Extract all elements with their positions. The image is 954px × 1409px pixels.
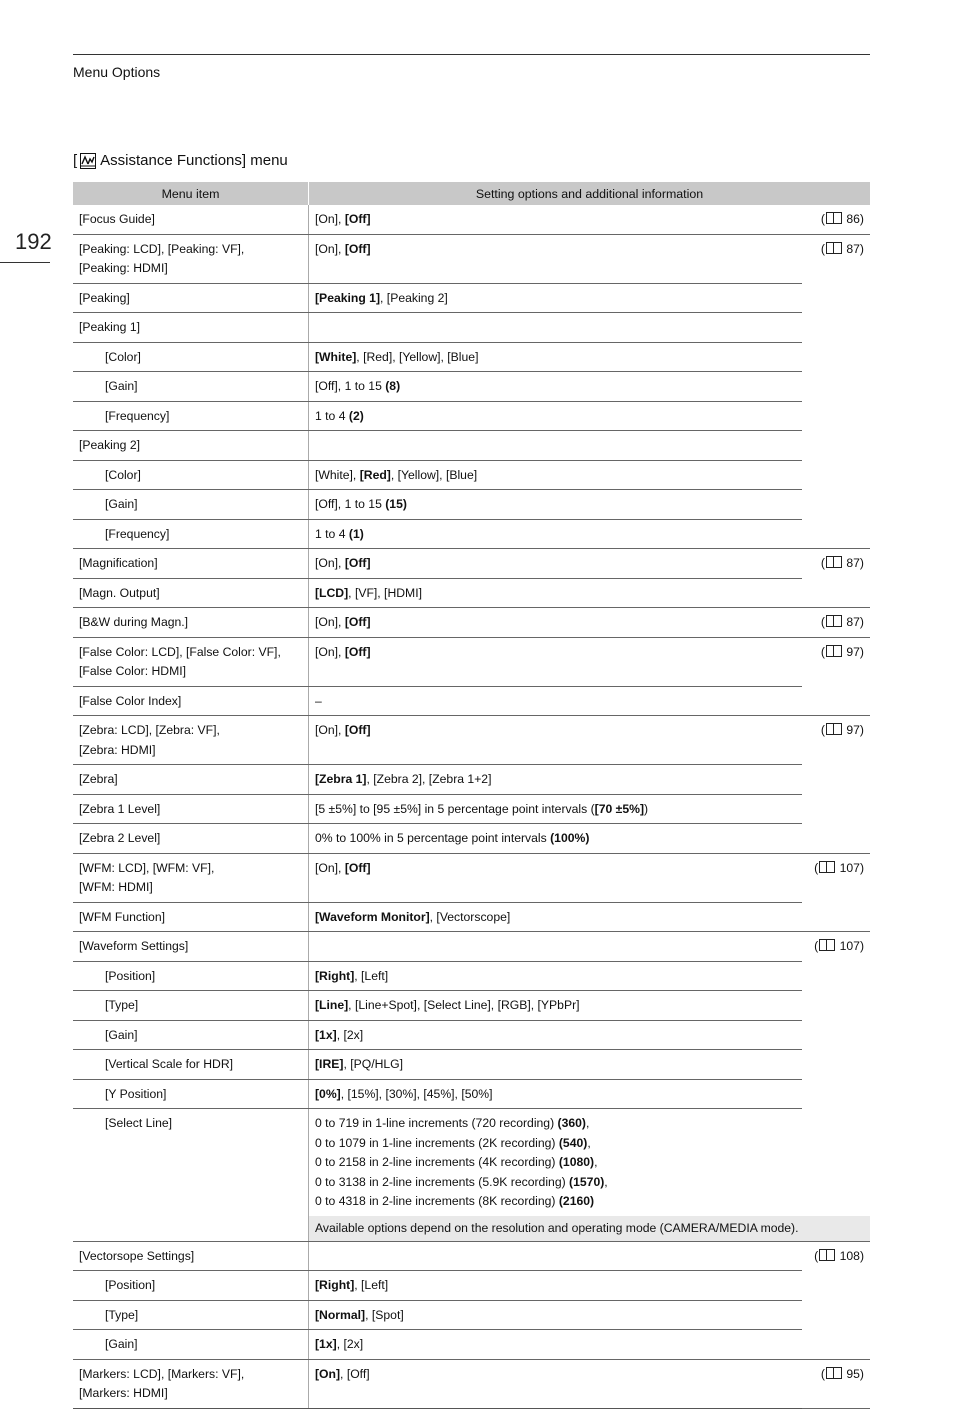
table-row — [73, 490, 870, 520]
setting-options-cell: [On], [Off] — [309, 608, 803, 638]
menu-item-cell: [Magnification] — [73, 549, 309, 579]
menu-item-cell: [Frequency] — [73, 519, 309, 549]
table-row — [73, 1330, 870, 1360]
page-reference-cell: ( 87) — [820, 556, 864, 570]
page-reference-cell — [802, 991, 870, 1021]
table-row — [73, 608, 870, 638]
book-icon — [819, 1249, 835, 1261]
setting-options-cell: [Waveform Monitor], [Vectorscope] — [309, 902, 803, 932]
setting-options-cell: [0%], [15%], [30%], [45%], [50%] — [309, 1079, 803, 1109]
menu-item-cell: [Gain] — [73, 1330, 309, 1360]
page-reference-cell — [802, 578, 870, 608]
page-reference-cell — [802, 313, 870, 343]
setting-options-cell — [309, 932, 803, 962]
setting-options-cell: [1x], [2x] — [309, 1020, 803, 1050]
setting-options-cell: [Normal], [Spot] — [309, 1300, 803, 1330]
table-row — [73, 1271, 870, 1301]
setting-options-cell: [Off], 1 to 15 (8) — [309, 372, 803, 402]
table-row — [73, 519, 870, 549]
table-row — [73, 1300, 870, 1330]
page-reference-cell — [802, 490, 870, 520]
menu-item-cell: [Waveform Settings] — [73, 932, 309, 962]
table-row — [73, 283, 870, 313]
setting-options-cell: [Peaking 1], [Peaking 2] — [309, 283, 803, 313]
note-spacer-cell — [73, 1216, 309, 1242]
book-icon — [819, 939, 835, 951]
menu-item-cell: [Frequency] — [73, 401, 309, 431]
table-row — [73, 1079, 870, 1109]
menu-item-cell: [Zebra] — [73, 765, 309, 795]
menu-item-cell: [Magn. Output] — [73, 578, 309, 608]
book-icon — [826, 242, 842, 254]
menu-item-cell: [Peaking: LCD], [Peaking: VF], [Peaking: HDMI] — [73, 234, 309, 283]
setting-options-cell: [5 ±5%] to [95 ±5%] in 5 percentage point intervals ([70 ±5%]) — [309, 794, 803, 824]
setting-options-cell: [On], [Off] — [309, 716, 803, 765]
header-menu-item: Menu item — [73, 182, 309, 205]
table-row — [73, 431, 870, 461]
note-text: Available options depend on the resolution and operating mode (CAMERA/MEDIA mode). — [309, 1216, 871, 1242]
menu-item-cell: [Markers: LCD], [Markers: VF], [Markers: HDMI] — [73, 1359, 309, 1408]
setting-options-cell: [1x], [2x] — [309, 1330, 803, 1360]
menu-item-cell: [WFM: LCD], [WFM: VF], [WFM: HDMI] — [73, 853, 309, 902]
page-number: 192 — [15, 229, 52, 254]
table-row — [73, 205, 870, 234]
setting-options-cell: [White], [Red], [Yellow], [Blue] — [309, 460, 803, 490]
setting-options-cell: [Right], [Left] — [309, 1271, 803, 1301]
menu-item-cell: [Color] — [73, 342, 309, 372]
menu-item-cell: [Peaking 1] — [73, 313, 309, 343]
setting-options-cell — [309, 1241, 803, 1271]
menu-item-cell: [False Color: LCD], [False Color: VF], [False Color: HDMI] — [73, 637, 309, 686]
table-row — [73, 460, 870, 490]
menu-item-cell: [Focus Guide] — [73, 205, 309, 234]
page-reference-cell — [802, 686, 870, 716]
menu-item-cell: [WFM Function] — [73, 902, 309, 932]
menu-item-cell: [Y Position] — [73, 1079, 309, 1109]
table-row — [73, 401, 870, 431]
menu-item-cell: [Gain] — [73, 1020, 309, 1050]
setting-options-cell: [LCD], [VF], [HDMI] — [309, 578, 803, 608]
page-reference-cell — [802, 765, 870, 795]
setting-options-cell: [White], [Red], [Yellow], [Blue] — [309, 342, 803, 372]
setting-options-cell: 1 to 4 (1) — [309, 519, 803, 549]
book-icon — [826, 615, 842, 627]
table-row — [73, 765, 870, 795]
page-reference-cell: ( 108) — [814, 1248, 864, 1263]
setting-options-cell — [309, 431, 803, 461]
page-reference-cell — [802, 902, 870, 932]
page-reference-cell — [802, 794, 870, 824]
page-reference-cell: ( 107) — [814, 939, 864, 953]
menu-item-cell: [Zebra 2 Level] — [73, 824, 309, 854]
menu-item-cell: [Vertical Scale for HDR] — [73, 1050, 309, 1080]
table-row — [73, 686, 870, 716]
setting-options-cell: [Right], [Left] — [309, 961, 803, 991]
menu-item-cell: [Position] — [73, 961, 309, 991]
section-title-prefix: [ — [73, 152, 78, 169]
menu-item-cell: [Select Line] — [73, 1109, 309, 1216]
table-row — [73, 549, 870, 579]
menu-item-cell: [Zebra: LCD], [Zebra: VF], [Zebra: HDMI] — [73, 716, 309, 765]
section-title-text: Assistance Functions] menu — [100, 152, 288, 169]
page-reference-cell — [802, 824, 870, 854]
table-row — [73, 1241, 870, 1271]
page-reference-cell — [802, 961, 870, 991]
table-row — [73, 853, 870, 902]
setting-options-cell: [Off], 1 to 15 (15) — [309, 490, 803, 520]
table-header-row — [73, 182, 870, 205]
table-row — [73, 234, 870, 283]
menu-item-cell: [Position] — [73, 1271, 309, 1301]
page-reference-cell — [802, 1109, 870, 1216]
page-reference-cell — [802, 1050, 870, 1080]
page-reference-cell — [802, 372, 870, 402]
menu-item-cell: [Type] — [73, 991, 309, 1021]
book-icon — [826, 1367, 842, 1379]
setting-options-cell: [On], [Off] — [309, 853, 803, 902]
book-icon — [826, 645, 842, 657]
setting-options-cell: 1 to 4 (2) — [309, 401, 803, 431]
page-reference-cell — [802, 1330, 870, 1360]
book-icon — [826, 556, 842, 568]
table-row — [73, 794, 870, 824]
running-head: Menu Options — [73, 64, 161, 80]
table-row — [73, 902, 870, 932]
page-reference-cell — [802, 1079, 870, 1109]
table-row — [73, 824, 870, 854]
menu-item-cell: [Gain] — [73, 490, 309, 520]
page-reference-cell — [802, 1271, 870, 1301]
assistance-functions-table — [73, 182, 870, 1409]
page-reference-cell — [802, 401, 870, 431]
table-row — [73, 991, 870, 1021]
table-row — [73, 637, 870, 686]
page-reference-cell — [802, 431, 870, 461]
section-title — [73, 152, 288, 169]
page-reference-cell — [802, 460, 870, 490]
assistance-functions-icon — [80, 153, 96, 169]
table-row — [73, 578, 870, 608]
menu-item-cell: [B&W during Magn.] — [73, 608, 309, 638]
note-row — [73, 1216, 870, 1242]
table-row — [73, 1359, 870, 1408]
page-reference-cell: ( 87) — [802, 608, 870, 638]
menu-item-cell: [Zebra 1 Level] — [73, 794, 309, 824]
setting-options-cell: [On], [Off] — [309, 234, 803, 283]
setting-options-cell: [On], [Off] — [309, 637, 803, 686]
page-number-rule — [0, 262, 50, 263]
setting-options-cell: 0% to 100% in 5 percentage point intervals (100%) — [309, 824, 803, 854]
menu-item-cell: [Peaking 2] — [73, 431, 309, 461]
menu-item-cell: [Type] — [73, 1300, 309, 1330]
page-reference-cell — [802, 342, 870, 372]
page-reference-cell: ( 95) — [802, 1359, 870, 1408]
table-body — [73, 205, 870, 1408]
setting-options-cell: 0 to 719 in 1-line increments (720 recording) (360), 0 to 1079 in 1-line increments (2K recording) (540), 0 to 2158 in 2-line increments (4K recording) (1080), 0 to 3138 in 2-line increments (5.9K recording) (1570), 0 to 4318 in 2-line increments (8K recording) (2160) — [315, 1116, 608, 1208]
setting-options-cell: [Zebra 1], [Zebra 2], [Zebra 1+2] — [309, 765, 803, 795]
page-reference-cell: ( 97) — [820, 723, 864, 737]
page-reference-cell: ( 97) — [820, 644, 864, 659]
table-row — [73, 313, 870, 343]
menu-item-cell: [Color] — [73, 460, 309, 490]
page-reference-cell: ( 107) — [814, 860, 864, 875]
setting-options-cell: [On], [Off] — [309, 1359, 803, 1408]
book-icon — [819, 861, 835, 873]
table-row — [73, 1109, 870, 1216]
table-row — [73, 342, 870, 372]
table-row — [73, 716, 870, 765]
setting-options-cell: [IRE], [PQ/HLG] — [309, 1050, 803, 1080]
table-row — [73, 372, 870, 402]
menu-item-cell: [Peaking] — [73, 283, 309, 313]
menu-item-cell: [Gain] — [73, 372, 309, 402]
page-reference-cell — [802, 1020, 870, 1050]
setting-options-cell: [On], [Off] — [309, 549, 803, 579]
setting-options-cell: [Line], [Line+Spot], [Select Line], [RGB], [YPbPr] — [309, 991, 803, 1021]
table-row — [73, 1050, 870, 1080]
header-setting-options: Setting options and additional information — [309, 182, 871, 205]
menu-item-cell: [Vectorsope Settings] — [73, 1241, 309, 1271]
setting-options-cell: – — [309, 686, 803, 716]
table-row — [73, 961, 870, 991]
page-reference-cell — [802, 519, 870, 549]
top-rule — [73, 54, 870, 55]
page-reference-cell: ( 86) — [802, 205, 870, 234]
table-row — [73, 1020, 870, 1050]
setting-options-cell — [309, 313, 803, 343]
menu-item-cell: [False Color Index] — [73, 686, 309, 716]
book-icon — [826, 723, 842, 735]
table-row — [73, 932, 870, 962]
page-reference-cell — [802, 283, 870, 313]
book-icon — [826, 212, 842, 224]
page-reference-cell — [802, 1300, 870, 1330]
page-reference-cell: ( 87) — [820, 241, 864, 256]
setting-options-cell: [On], [Off] — [309, 205, 803, 234]
